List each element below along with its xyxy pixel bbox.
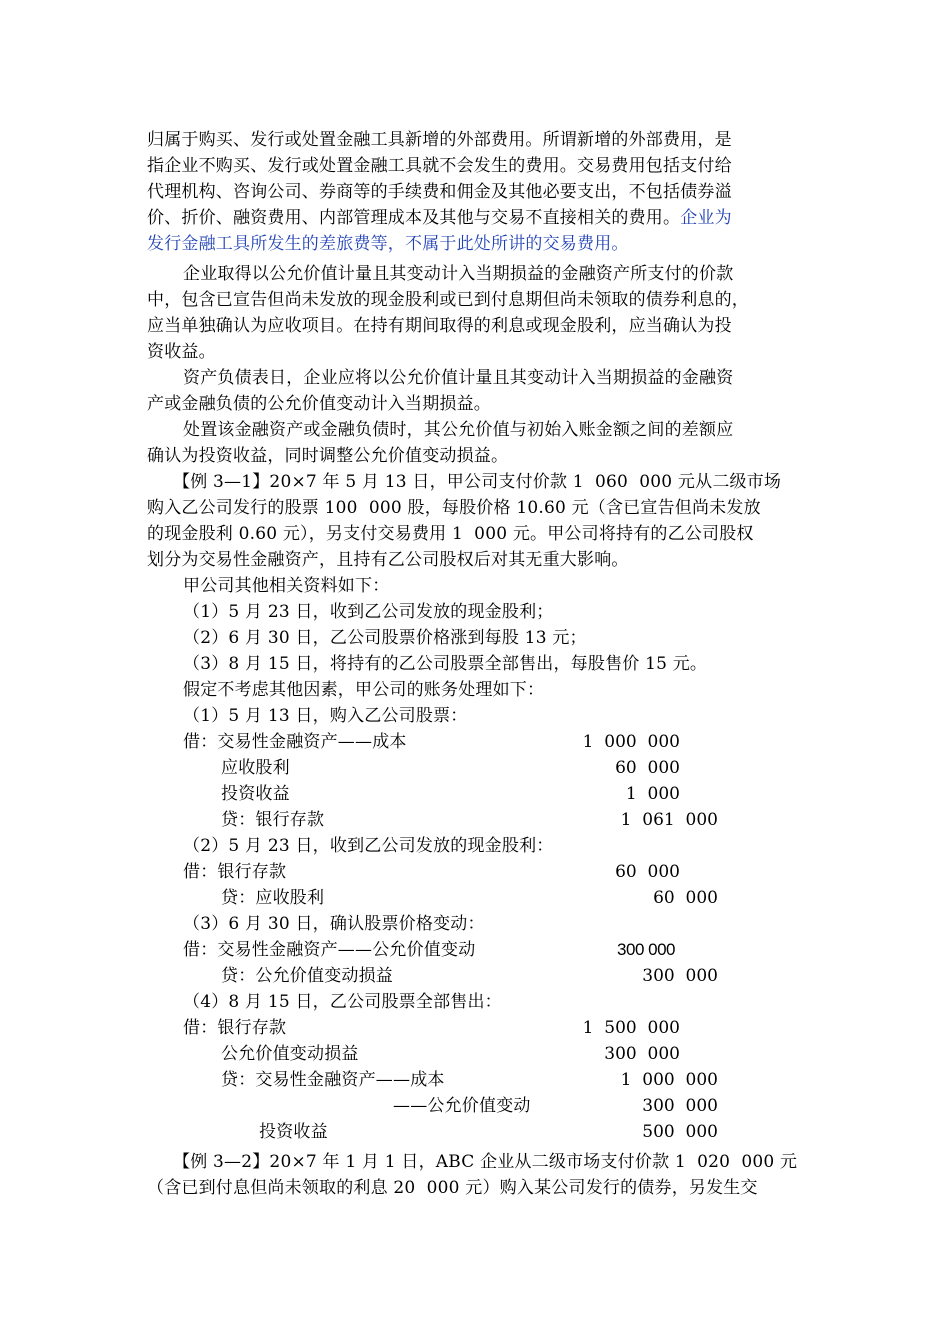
entry-account: 借：银行存款 <box>183 862 287 882</box>
entry-amount: 60 000 <box>653 888 718 908</box>
text-line: 归属于购买、发行或处置金融工具新增的外部费用。所谓新增的外部费用，是 <box>147 130 732 150</box>
example-heading: 【例 3—1】20×7 年 5 月 13 日，甲公司支付价款 1 060 000 元从二级市场 <box>173 472 782 492</box>
entry-account: 贷：交易性金融资产——成本 <box>221 1070 445 1090</box>
list-item: （3）8 月 15 日，将持有的乙公司股票全部售出，每股售价 15 元。 <box>183 654 708 674</box>
entry-title: （3）6 月 30 日，确认股票价格变动： <box>183 914 485 934</box>
entry-account: 贷：银行存款 <box>221 810 325 830</box>
entry-account: 公允价值变动损益 <box>221 1044 359 1064</box>
text-line: 指企业不购买、发行或处置金融工具就不会发生的费用。交易费用包括支付给 <box>147 156 732 176</box>
highlighted-text: 发行金融工具所发生的差旅费等，不属于此处所讲的交易费用。 <box>147 234 629 254</box>
entry-title: （2）5 月 23 日，收到乙公司发放的现金股利： <box>183 836 554 856</box>
text-line: 中，包含已宣告但尚未发放的现金股利或已到付息期但尚未领取的债券利息的， <box>147 290 749 310</box>
text-line: 划分为交易性金融资产，且持有乙公司股权后对其无重大影响。 <box>147 550 629 570</box>
entry-account: 借：交易性金融资产——公允价值变动 <box>183 940 476 960</box>
list-item: （2）6 月 30 日，乙公司股票价格涨到每股 13 元； <box>183 628 587 648</box>
text-line: 资产负债表日，企业应将以公允价值计量且其变动计入当期损益的金融资 <box>183 368 734 388</box>
text-line: （含已到付息但尚未领取的利息 20 000 元）购入某公司发行的债券，另发生交 <box>147 1178 758 1198</box>
entry-title: （1）5 月 13 日，购入乙公司股票： <box>183 706 468 726</box>
entry-amount: 1 061 000 <box>620 810 718 830</box>
entry-amount: 1 000 000 <box>582 732 680 752</box>
highlighted-text: 企业为 <box>680 208 732 228</box>
text-line: 假定不考虑其他因素，甲公司的账务处理如下： <box>183 680 545 700</box>
text-line: 产或金融负债的公允价值变动计入当期损益。 <box>147 394 491 414</box>
entry-amount: 60 000 <box>615 758 680 778</box>
text-line: 应当单独确认为应收项目。在持有期间取得的利息或现金股利，应当确认为投 <box>147 316 732 336</box>
entry-amount: 60 000 <box>615 862 680 882</box>
text-line: 甲公司其他相关资料如下： <box>183 576 390 596</box>
text-line: 处置该金融资产或金融负债时，其公允价值与初始入账金额之间的差额应 <box>183 420 734 440</box>
entry-title: （4）8 月 15 日，乙公司股票全部售出： <box>183 992 502 1012</box>
entry-account: 借：交易性金融资产——成本 <box>183 732 407 752</box>
entry-account: 贷：公允价值变动损益 <box>221 966 393 986</box>
text-line: 资收益。 <box>147 342 216 362</box>
list-item: （1）5 月 23 日，收到乙公司发放的现金股利； <box>183 602 554 622</box>
entry-account: ——公允价值变动 <box>393 1096 531 1116</box>
text-line: 的现金股利 0.60 元），另支付交易费用 1 000 元。甲公司将持有的乙公司股权 <box>147 524 754 544</box>
text-line: 代理机构、咨询公司、券商等的手续费和佣金及其他必要支出，不包括债券溢 <box>147 182 732 202</box>
entry-amount: 300 000 <box>604 1044 680 1064</box>
entry-account: 借：银行存款 <box>183 1018 287 1038</box>
entry-account: 投资收益 <box>221 784 290 804</box>
entry-amount: 300 000 <box>642 966 718 986</box>
entry-amount: 1 500 000 <box>582 1018 680 1038</box>
text-line: 确认为投资收益，同时调整公允价值变动损益。 <box>147 446 509 466</box>
text-line: 购入乙公司发行的股票 100 000 股，每股价格 10.60 元（含已宣告但尚未发放 <box>147 498 761 518</box>
entry-amount: 300 000 <box>617 940 675 959</box>
text-line: 企业取得以公允价值计量且其变动计入当期损益的金融资产所支付的价款 <box>183 264 734 284</box>
entry-amount: 300 000 <box>642 1096 718 1116</box>
entry-account: 贷：应收股利 <box>221 888 325 908</box>
entry-amount: 500 000 <box>642 1122 718 1142</box>
entry-account: 投资收益 <box>259 1122 328 1142</box>
entry-account: 应收股利 <box>221 758 290 778</box>
entry-amount: 1 000 <box>625 784 680 804</box>
text-segment: 价、折价、融资费用、内部管理成本及其他与交易不直接相关的费用。 <box>147 208 681 228</box>
example-heading: 【例 3—2】20×7 年 1 月 1 日，ABC 企业从二级市场支付价款 1 020 000 元 <box>173 1152 798 1172</box>
entry-amount: 1 000 000 <box>620 1070 718 1090</box>
text-line <box>147 205 732 231</box>
